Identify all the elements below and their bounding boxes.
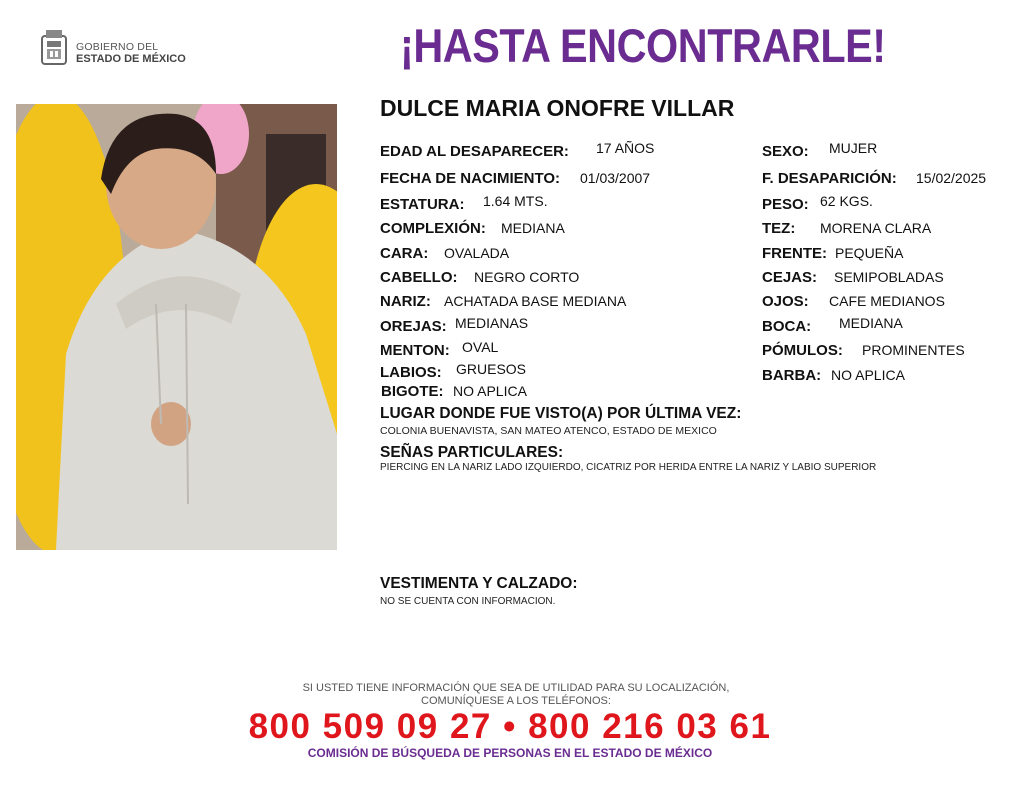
field-value: MEDIANA — [839, 315, 903, 331]
footer-line1: SI USTED TIENE INFORMACIÓN QUE SEA DE UTILIDAD PARA SU LOCALIZACIÓN, — [302, 682, 730, 694]
field-value: CAFE MEDIANOS — [829, 293, 945, 309]
field-face — [380, 245, 510, 262]
field-value: NEGRO CORTO — [474, 269, 580, 285]
field-nose — [380, 293, 627, 310]
field-value: MEDIANA — [501, 220, 565, 236]
field-label: F. DESAPARICIÓN: — [762, 170, 897, 187]
clothing-heading: VESTIMENTA Y CALZADO: — [380, 575, 578, 592]
field-forehead — [762, 245, 904, 262]
field-moustache — [381, 383, 527, 400]
field-label: BIGOTE: — [381, 383, 444, 400]
field-birthdate — [380, 170, 651, 187]
field-value: NO APLICA — [453, 383, 527, 399]
field-disappearance-date — [762, 170, 987, 187]
field-label: LABIOS: — [380, 364, 442, 381]
field-cheekbones — [762, 342, 965, 359]
state-crest-icon — [38, 28, 70, 68]
field-label: COMPLEXIÓN: — [380, 220, 486, 237]
field-label: SEXO: — [762, 143, 809, 160]
field-value: PEQUEÑA — [835, 245, 904, 261]
field-value: MEDIANAS — [455, 315, 529, 331]
footer-line2: COMUNÍQUESE A LOS TELÉFONOS: — [421, 695, 611, 707]
marks-heading: SEÑAS PARTICULARES: — [380, 444, 564, 461]
field-value: 15/02/2025 — [916, 170, 987, 186]
field-label: CARA: — [380, 245, 429, 262]
field-label: OJOS: — [762, 293, 809, 310]
field-label: CEJAS: — [762, 269, 818, 286]
field-value: OVAL — [462, 339, 499, 355]
field-label: FECHA DE NACIMIENTO: — [380, 170, 560, 187]
field-lips — [380, 361, 527, 381]
field-label: BARBA: — [762, 367, 822, 384]
field-label: BOCA: — [762, 318, 812, 335]
field-hair — [380, 269, 580, 286]
field-label: TEZ: — [762, 220, 796, 237]
marks-text: PIERCING EN LA NARIZ LADO IZQUIERDO, CICATRIZ POR HERIDA ENTRE LA NARIZ Y LABIO SUPERIOR — [380, 462, 877, 473]
field-label: FRENTE: — [762, 245, 827, 262]
government-logo — [38, 28, 208, 68]
field-mouth — [762, 315, 903, 335]
field-label: OREJAS: — [380, 318, 447, 335]
phone-numbers: 800 509 09 27 • 800 216 03 61 — [248, 707, 772, 746]
field-ears — [380, 315, 529, 335]
field-value: 01/03/2007 — [580, 170, 651, 186]
logo-line1: GOBIERNO DEL — [76, 41, 159, 53]
field-beard — [762, 367, 905, 384]
field-label: MENTON: — [380, 342, 450, 359]
missing-person-photo — [16, 104, 337, 550]
field-value: 17 AÑOS — [596, 140, 655, 156]
field-chin — [380, 339, 499, 359]
last-seen-heading: LUGAR DONDE FUE VISTO(A) POR ÚLTIMA VEZ: — [380, 405, 742, 422]
field-label: CABELLO: — [380, 269, 458, 286]
field-label: EDAD AL DESAPARECER: — [380, 143, 569, 160]
field-value: ACHATADA BASE MEDIANA — [444, 293, 627, 309]
agency-name: COMISIÓN DE BÚSQUEDA DE PERSONAS EN EL ESTADO DE MÉXICO — [307, 746, 713, 760]
logo-line2: ESTADO DE MÉXICO — [76, 53, 186, 65]
field-label: ESTATURA: — [380, 196, 465, 213]
footer-instructions — [0, 682, 1032, 708]
field-label: PÓMULOS: — [762, 342, 843, 359]
field-value: PROMINENTES — [862, 342, 965, 358]
field-value: 1.64 MTS. — [483, 193, 548, 209]
field-label: NARIZ: — [380, 293, 431, 310]
field-value: MUJER — [829, 140, 878, 156]
field-value: NO APLICA — [831, 367, 905, 383]
field-build — [380, 220, 565, 237]
last-seen-text: COLONIA BUENAVISTA, SAN MATEO ATENCO, ESTADO DE MEXICO — [380, 425, 717, 437]
clothing-text: NO SE CUENTA CON INFORMACION. — [380, 596, 556, 607]
field-eyebrows — [762, 269, 944, 286]
field-age — [380, 140, 655, 160]
field-value: 62 KGS. — [820, 193, 873, 209]
field-label: PESO: — [762, 196, 809, 213]
field-value: GRUESOS — [456, 361, 527, 377]
person-name: DULCE MARIA ONOFRE VILLAR — [380, 95, 735, 121]
headline: ¡HASTA ENCONTRARLE! — [400, 19, 886, 72]
field-complexion — [762, 220, 932, 237]
field-eyes — [762, 293, 945, 310]
field-height — [380, 193, 548, 213]
field-weight — [762, 193, 873, 213]
field-value: SEMIPOBLADAS — [834, 269, 944, 285]
field-value: OVALADA — [444, 245, 510, 261]
field-value: MORENA CLARA — [820, 220, 932, 236]
field-sex — [762, 140, 878, 160]
